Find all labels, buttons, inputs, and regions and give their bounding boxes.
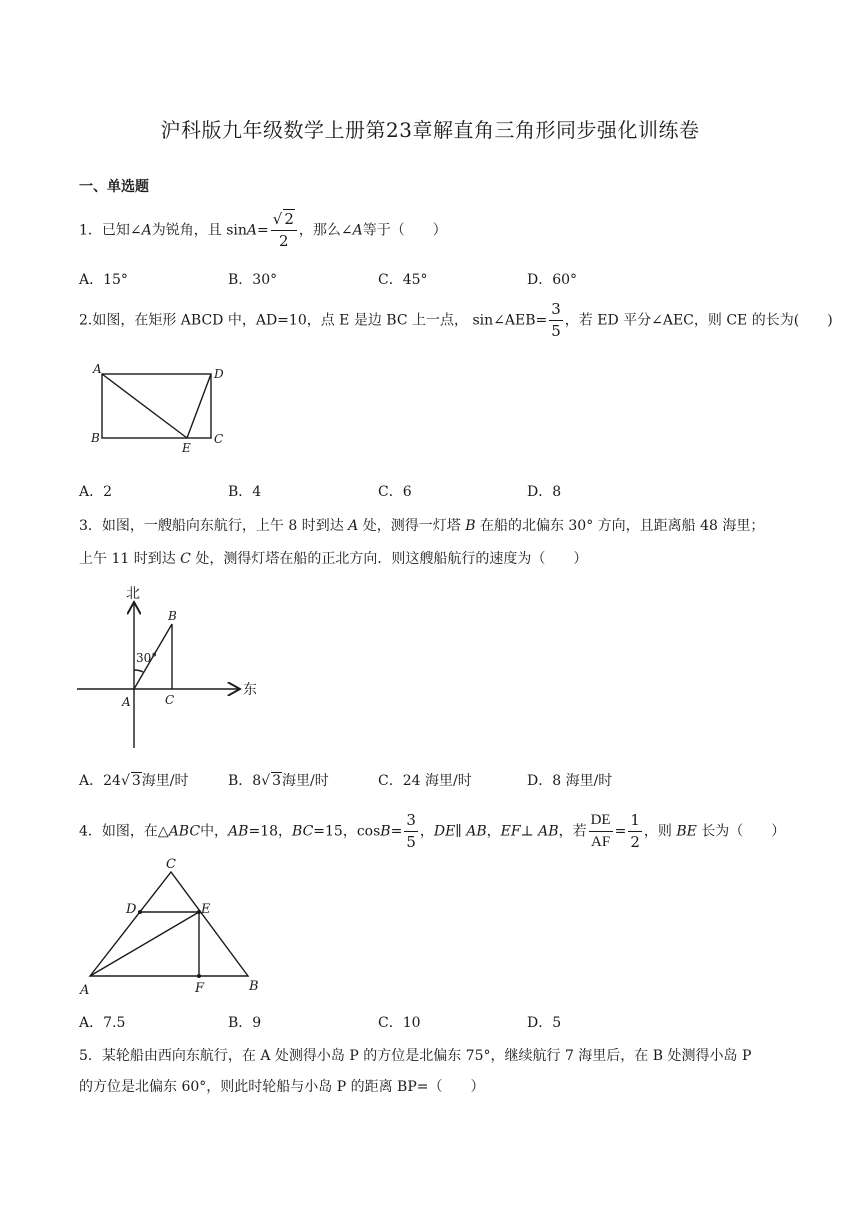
label-b: B	[91, 431, 100, 445]
label-a: A	[93, 362, 102, 376]
q2-option-c[interactable]: C．6	[378, 484, 412, 500]
label-c: C	[166, 857, 176, 872]
label-c: C	[214, 432, 224, 446]
q4-option-a[interactable]: A．7.5	[79, 1015, 126, 1031]
q4-option-c[interactable]: C．10	[378, 1015, 421, 1031]
question-3-line-2: 上午 11 时到达 C 处，测得灯塔在船的正北方向．则这艘船航行的速度为（ ）	[79, 551, 588, 567]
label-north: 北	[126, 586, 140, 602]
fraction-3-over-5: $\frac{3}{5}$	[406, 811, 416, 851]
q1-option-b[interactable]: B．30°	[228, 272, 278, 288]
label-30-degrees: 30°	[136, 651, 158, 665]
label-d: D	[126, 902, 137, 917]
question-1: 1．已知∠A为锐角，且 sinA= $\frac{√ 2}{2}$ ，那么∠A等于（ ）	[79, 210, 447, 250]
label-b: B	[168, 609, 177, 623]
question-4: 4．如图，在△ABC中，AB=18，BC=15，cosB= $\frac{3}{5}$ ，DE∥ AB，EF⊥ AB，若 $\frac{DE}{AF}$ = $\frac{1}{2}$ ，则 BE 长为（ ）	[79, 811, 786, 851]
q3-option-a[interactable]: A．24√ 3海里/时	[79, 773, 189, 789]
section-heading: 一、单选题	[79, 179, 149, 195]
q4-option-b[interactable]: B．9	[228, 1015, 262, 1031]
q2-option-b[interactable]: B．4	[228, 484, 262, 500]
q2-option-d[interactable]: D．8	[527, 484, 562, 500]
label-east: 东	[243, 682, 257, 698]
label-b: B	[249, 979, 259, 994]
label-a: A	[122, 695, 131, 709]
page-title: 沪科版九年级数学上册第23章解直角三角形同步强化训练卷	[160, 118, 700, 142]
fraction-sqrt2-over-2: $\frac{√ 2}{2}$	[271, 212, 297, 249]
fraction-de-over-af: $\frac{DE}{AF}$	[590, 812, 611, 850]
q1-option-c[interactable]: C．45°	[378, 272, 428, 288]
question-2: 2.如图，在矩形 ABCD 中，AD=10，点 E 是边 BC 上一点， sin∠AEB= $\frac{3}{5}$ ，若 ED 平分∠AEC，则 CE 的长为( )	[79, 300, 833, 340]
q3-option-c[interactable]: C．24 海里/时	[378, 773, 472, 789]
label-f: F	[195, 981, 205, 996]
label-e: E	[201, 902, 211, 917]
q3-option-d[interactable]: D．8 海里/时	[527, 773, 613, 789]
label-c: C	[165, 693, 175, 707]
q1-option-a[interactable]: A．15°	[79, 272, 128, 288]
q2-option-a[interactable]: A．2	[79, 484, 113, 500]
q3-option-b[interactable]: B．8√ 3海里/时	[228, 773, 329, 789]
q4-option-d[interactable]: D．5	[527, 1015, 562, 1031]
fraction-1-over-2: $\frac{1}{2}$	[630, 811, 640, 851]
question-5-line-2: 的方位是北偏东 60°，则此时轮船与小岛 P 的距离 BP=（ ）	[79, 1079, 485, 1095]
q1-option-d[interactable]: D．60°	[527, 272, 578, 288]
question-3-line-1: 3．如图，一艘船向东航行，上午 8 时到达 A 处，测得一灯塔 B 在船的北偏东 30° 方向，且距离船 48 海里；	[79, 518, 765, 534]
label-a: A	[80, 983, 90, 998]
label-e: E	[182, 441, 191, 455]
fraction-3-over-5: $\frac{3}{5}$	[551, 300, 561, 340]
label-d: D	[214, 367, 224, 381]
question-5-line-1: 5．某轮船由西向东航行，在 A 处测得小岛 P 的方位是北偏东 75°，继续航行 7 海里后，在 B 处测得小岛 P	[79, 1048, 752, 1064]
